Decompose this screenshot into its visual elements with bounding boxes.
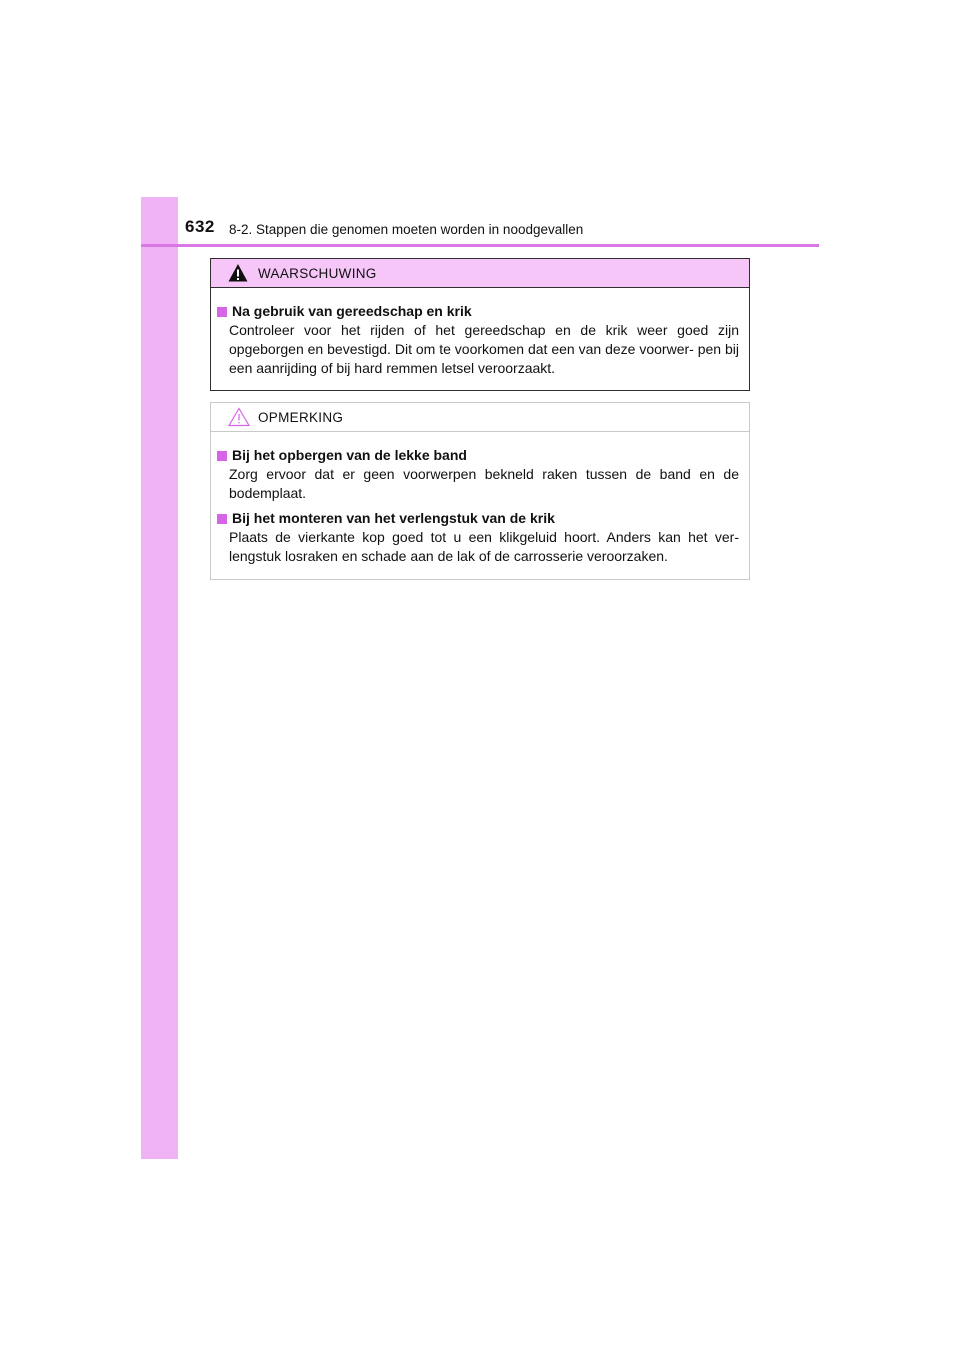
warning-box	[210, 258, 750, 391]
notice-item-text: Plaats de vierkante kop goed tot u een klikgeluid hoort. Anders kan het ver- lengstuk losraken en schade aan de lak of de carrosserie veroorzaken.	[229, 529, 739, 564]
header-divider	[141, 244, 819, 247]
notice-box-body	[211, 432, 749, 566]
warning-box-body	[211, 288, 749, 378]
warning-triangle-filled-icon	[228, 263, 248, 283]
notice-item-title	[217, 509, 739, 528]
notice-item-text: Zorg ervoor dat er geen voorwerpen bekneld raken tussen de band en de bodemplaat.	[229, 466, 739, 501]
warning-triangle-outline-icon	[228, 407, 248, 427]
warning-box-header	[211, 259, 749, 288]
warning-item-title-text: Na gebruik van gereedschap en krik	[232, 303, 472, 319]
bullet-square-icon	[217, 451, 227, 461]
notice-box	[210, 402, 750, 580]
notice-label: OPMERKING	[258, 409, 344, 425]
notice-item-title-text: Bij het opbergen van de lekke band	[232, 447, 467, 463]
warning-item-title	[217, 302, 739, 321]
notice-item-title	[217, 446, 739, 465]
warning-item-text: Controleer voor het rijden of het gereedschap en de krik weer goed zijn opgeborgen en bevestigd. Dit om te voorkomen dat een van deze voorwer- pen bij een aanrijding of bij hard remmen letsel veroorzaakt.	[229, 322, 739, 376]
notice-item	[217, 446, 739, 503]
notice-box-header	[211, 403, 749, 432]
section-title: 8-2. Stappen die genomen moeten worden in noodgevallen	[229, 222, 584, 237]
page-number: 632	[185, 217, 215, 236]
chapter-side-tab	[141, 197, 178, 1159]
warning-item	[217, 302, 739, 378]
bullet-square-icon	[217, 514, 227, 524]
bullet-square-icon	[217, 307, 227, 317]
warning-label: WAARSCHUWING	[258, 265, 377, 281]
notice-item	[217, 509, 739, 566]
notice-item-title-text: Bij het monteren van het verlengstuk van de krik	[232, 510, 555, 526]
